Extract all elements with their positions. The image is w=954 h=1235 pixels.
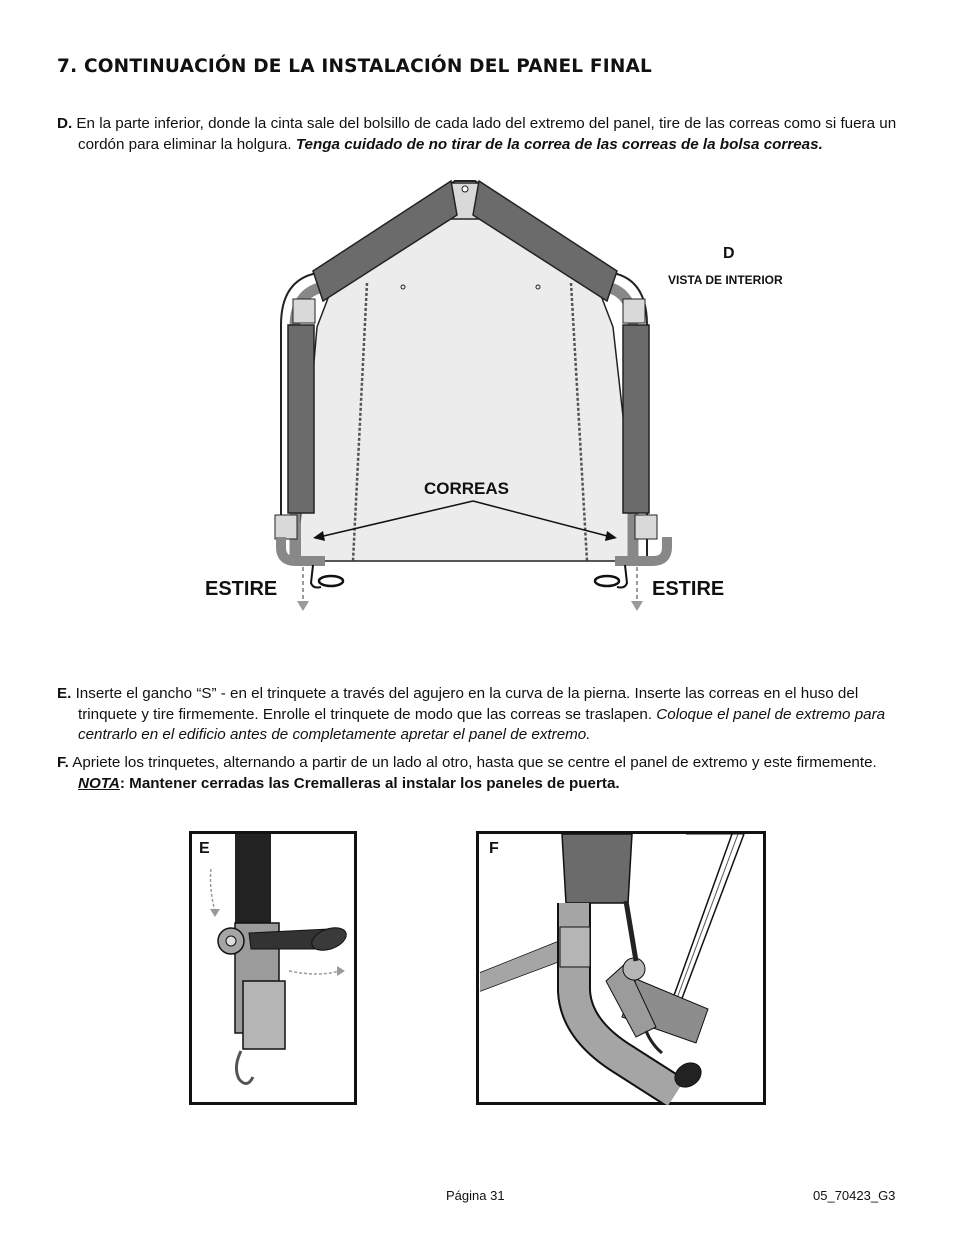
- figure-e-letter: E: [199, 840, 210, 857]
- strap-webbing: [235, 834, 271, 926]
- figure-d-straps-label: CORREAS: [424, 479, 510, 498]
- ratchet-loop-right: [595, 576, 619, 586]
- step-f-paragraph: [57, 753, 920, 794]
- step-f-text: Apriete los trinquetes, alternando a partir de un lado al otro, hasta que se centre el panel de extremo y este firmemente.: [68, 754, 877, 771]
- footer-page-number: Página 31: [446, 1188, 505, 1203]
- spindle-hub: [226, 936, 236, 946]
- step-d-text: En la parte inferior, donde la cinta sale del bolsillo de cada lado del extremo del panel, tire de las correas como si fuera un cordón para eliminar la holgura.: [72, 115, 897, 153]
- leg-sleeve: [562, 834, 632, 903]
- figure-d-letter: D: [723, 245, 735, 262]
- section-heading: 7. CONTINUACIÓN DE LA INSTALACIÓN DEL PANEL FINAL: [57, 56, 653, 77]
- ratchet-handle: [243, 981, 285, 1049]
- pull-arrowhead-right: [631, 601, 643, 611]
- step-e-text: Inserte el gancho “S” - en el trinquete a través del agujero en la curva de la pierna. Inserte las correas en el huso del trinquete y tire firmemente. Enrolle el trinquete de modo que las correas se traslapen.: [71, 685, 859, 723]
- step-f-nota: NOTA: [78, 774, 120, 792]
- figure-d-pull-left: ESTIRE: [205, 578, 278, 600]
- figure-d-view-label: VISTA DE INTERIOR: [668, 273, 783, 287]
- foot-bracket-right: [635, 515, 657, 539]
- figure-e-ratchet: [189, 831, 357, 1105]
- ratchet-loop-left: [319, 576, 343, 586]
- step-e-paragraph: [57, 684, 920, 746]
- leg-sleeve-right: [623, 325, 649, 513]
- corner-bracket-left: [293, 299, 315, 323]
- pull-arrowhead-left: [297, 601, 309, 611]
- bolt: [462, 186, 468, 192]
- figure-f-frame-ratchet: [476, 831, 766, 1105]
- step-d-caution: Tenga cuidado de no tirar de la correa de las correas de la bolsa correas.: [295, 135, 823, 153]
- figure-d-pull-right: ESTIRE: [652, 578, 725, 600]
- step-d-paragraph: [57, 114, 920, 155]
- step-e-letter: E.: [57, 685, 72, 702]
- tube-clamp: [560, 927, 590, 967]
- step-f-letter: F.: [57, 754, 69, 771]
- figure-d-end-panel: [195, 175, 815, 625]
- leg-sleeve-left: [288, 325, 314, 513]
- step-f-bold-note: : Mantener cerradas las Cremalleras al instalar los paneles de puerta.: [119, 774, 620, 792]
- figure-f-letter: F: [489, 840, 499, 857]
- corner-bracket-right: [623, 299, 645, 323]
- step-d-letter: D.: [57, 115, 73, 132]
- step-e-italic: Coloque el panel de extremo para centrarlo en el edificio antes de completamente apretar el panel de extremo.: [78, 705, 886, 743]
- foot-bracket-left: [275, 515, 297, 539]
- footer-document-code: 05_70423_G3: [813, 1188, 896, 1203]
